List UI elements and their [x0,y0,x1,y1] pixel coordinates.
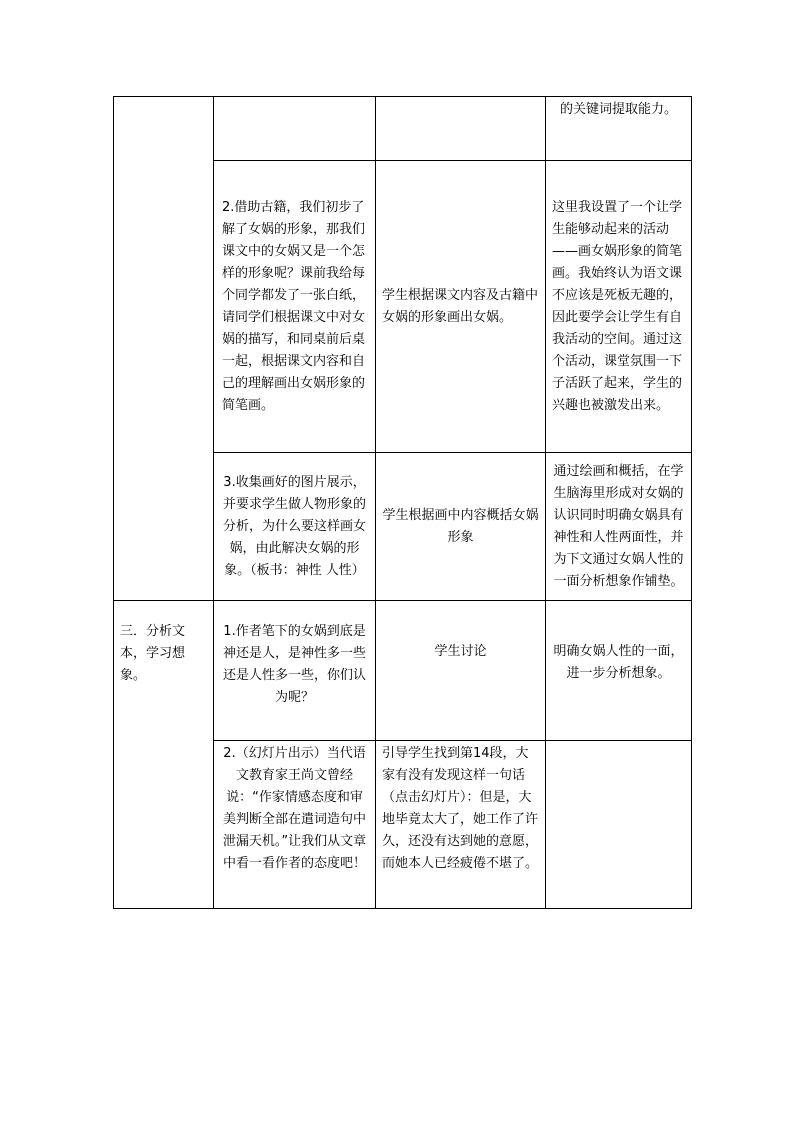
design-intent-cell: 的关键词提取能力。 [546,97,692,161]
teacher-activity-cell: 3.收集画好的图片展示，并要求学生做人物形象的分析，为什么要这样画女娲，由此解决女娲的形象。（板书：神性 人性） [214,453,376,601]
table-row [114,97,692,161]
teacher-activity-cell: 2.（幻灯片出示）当代语文教育家王尚文曾经说：“作家情感态度和审美判断全部在遣词造句中泄漏天机。”让我们从文章中看一看作者的态度吧！ [214,741,376,909]
student-activity-cell: 学生根据画中内容概括女娲形象 [376,453,546,601]
teacher-activity-cell: 1.作者笔下的女娲到底是神还是人，是神性多一些还是人性多一些，你们认为呢？ [214,601,376,741]
student-activity-cell: 学生讨论 [376,601,546,741]
stage-cell-empty [114,97,214,601]
design-intent-cell: 这里我设置了一个让学生能够动起来的活动——画女娲形象的简笔画。我始终认为语文课不应该是死板无趣的，因此要学会让学生有自我活动的空间。通过这个活动，课堂氛围一下子活跃了起来，学生的兴趣也被激发出来。 [546,161,692,453]
stage-cell: 三．分析文本，学习想象。 [114,601,214,909]
table-row [114,601,692,741]
student-activity-cell: 引导学生找到第14段，大家有没有发现这样一句话（点击幻灯片）：但是，大地毕竟太大了，她工作了许久，还没有达到她的意愿，而她本人已经疲倦不堪了。 [376,741,546,909]
lesson-plan-table [113,96,692,909]
design-intent-cell [546,741,692,909]
design-intent-cell: 通过绘画和概括，在学生脑海里形成对女娲的认识同时明确女娲具有神性和人性两面性，并为下文通过女娲人性的一面分析想象作铺垫。 [546,453,692,601]
student-activity-cell: 学生根据课文内容及古籍中女娲的形象画出女娲。 [376,161,546,453]
teacher-activity-cell: 2.借助古籍，我们初步了解了女娲的形象，那我们课文中的女娲又是一个怎样的形象呢？课前我给每个同学都发了一张白纸，请同学们根据课文中对女娲的描写，和同桌前后桌一起，根据课文内容和自己的理解画出女娲形象的简笔画。 [214,161,376,453]
student-activity-cell [376,97,546,161]
design-intent-cell: 明确女娲人性的一面，进一步分析想象。 [546,601,692,741]
teacher-activity-cell [214,97,376,161]
